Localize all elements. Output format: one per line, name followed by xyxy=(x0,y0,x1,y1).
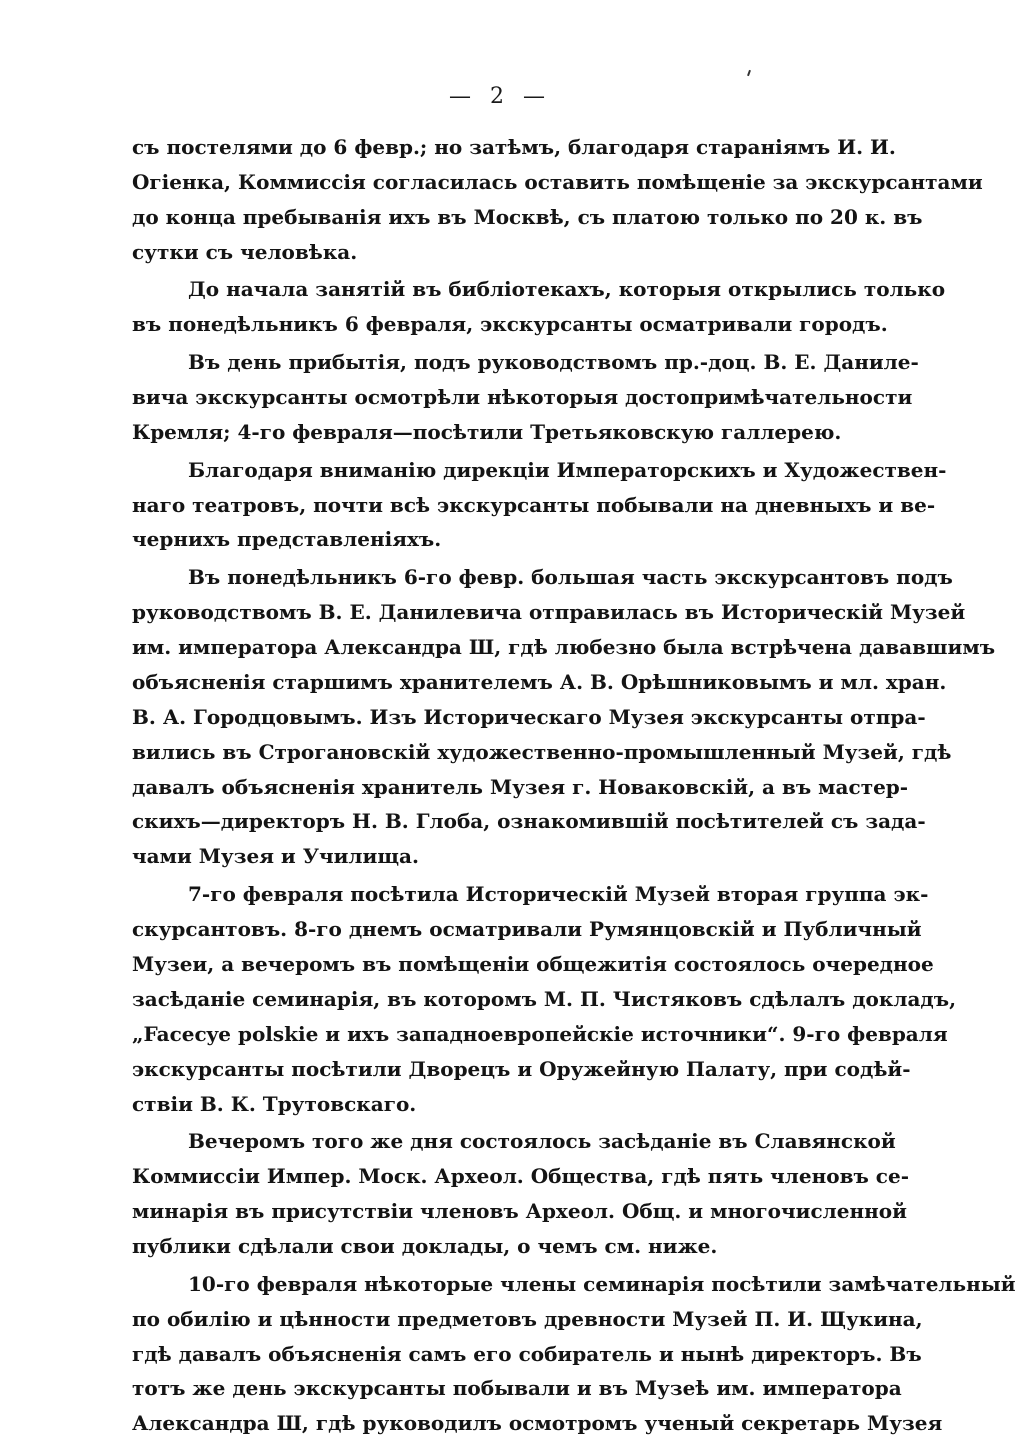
paragraph xyxy=(132,345,919,450)
text-line: В. А. Городцовымъ. Изъ Историческаго Музея экскурсанты отпра- xyxy=(132,704,926,729)
text-line: публики сдѣлали свои доклады, о чемъ см. ниже. xyxy=(132,1233,718,1258)
paragraph xyxy=(132,1124,910,1264)
text-line: Коммиссіи Импер. Моск. Археол. Общества, гдѣ пять членовъ се- xyxy=(132,1164,910,1189)
text-line: наго театровъ, почти всѣ экскурсанты побывали на дневныхъ и ве- xyxy=(132,492,936,517)
text-line: экскурсанты посѣтили Дворецъ и Оружейную Палату, при содѣй- xyxy=(132,1056,911,1081)
text-line: давалъ объясненія хранитель Музея г. Новаковскій, а въ мастер- xyxy=(132,774,909,799)
text-line: Въ понедѣльникъ 6-го февр. большая часть экскурсантовъ подъ xyxy=(188,565,953,590)
text-line: вились въ Строгановскій художественно-промышленный Музей, гдѣ xyxy=(132,739,952,764)
text-line: Благодаря вниманію дирекціи Императорскихъ и Художествен- xyxy=(188,457,947,482)
text-line: 10-го февраля нѣкоторые члены семинарія посѣтили замѣчательный xyxy=(188,1271,1016,1296)
text-line: скихъ—директоръ Н. В. Глоба, ознакомившій посѣтителей съ зада- xyxy=(132,809,926,834)
text-line: сутки съ человѣка. xyxy=(132,239,358,264)
text-line: 7-го февраля посѣтила Историческій Музей вторая группа эк- xyxy=(188,882,929,907)
body-text xyxy=(132,130,1016,1441)
text-line: по обилію и цѣнности предметовъ древности Музей П. И. Щукина, xyxy=(132,1306,923,1331)
text-line: Кремля; 4-го февраля—посѣтили Третьяковскую галлерею. xyxy=(132,419,842,444)
text-line: скурсантовъ. 8-го днемъ осматривали Румянцовскій и Публичный xyxy=(132,917,922,942)
text-line: им. императора Александра Ш, гдѣ любезно была встрѣчена дававшимъ xyxy=(132,635,996,660)
paragraph xyxy=(132,1267,1016,1441)
page-number: — 2 — xyxy=(449,84,551,109)
text-line: „Facecye polskie и ихъ западноевропейскіе источники“. 9-го февраля xyxy=(132,1021,948,1046)
text-line: Музеи, а вечеромъ въ помѣщеніи общежитія состоялось очередное xyxy=(132,951,934,976)
print-mark xyxy=(747,70,751,76)
text-line: чернихъ представленіяхъ. xyxy=(132,527,442,552)
text-line: минарія въ присутствіи членовъ Археол. Общ. и многочисленной xyxy=(132,1199,907,1224)
text-line: Въ день прибытія, подъ руководствомъ пр.-доц. В. Е. Даниле- xyxy=(188,350,919,375)
text-line: до конца пребыванія ихъ въ Москвѣ, съ платою только по 20 к. въ xyxy=(132,204,923,229)
text-line: засѣданіе семинарія, въ которомъ М. П. Чистяковъ сдѣлалъ докладъ, xyxy=(132,986,957,1011)
paragraph xyxy=(132,560,996,874)
text-line: вича экскурсанты осмотрѣли нѣкоторыя достопримѣчательности xyxy=(132,385,913,410)
text-line: Огіенка, Коммиссія согласилась оставить помѣщеніе за экскурсантами xyxy=(132,169,983,194)
text-line: чами Музея и Училища. xyxy=(132,844,419,869)
text-line: тотъ же день экскурсанты побывали и въ Музеѣ им. императора xyxy=(132,1376,902,1401)
text-line: съ постелями до 6 февр.; но затѣмъ, благодаря стараніямъ И. И. xyxy=(132,135,896,159)
text-line: гдѣ давалъ объясненія самъ его собиратель и нынѣ директоръ. Въ xyxy=(132,1341,922,1366)
paragraph xyxy=(132,877,957,1121)
paragraph xyxy=(132,272,946,342)
text-line: руководствомъ В. Е. Данилевича отправилась въ Историческій Музей xyxy=(132,600,966,625)
text-line: Вечеромъ того же дня состоялось засѣданіе въ Славянской xyxy=(188,1129,896,1154)
text-line: въ понедѣльникъ 6 февраля, экскурсанты осматривали городъ. xyxy=(132,312,888,337)
text-line: Александра Ш, гдѣ руководилъ осмотромъ ученый секретарь Музея xyxy=(132,1411,943,1436)
text-line: объясненія старшимъ хранителемъ А. В. Орѣшниковымъ и мл. хран. xyxy=(132,669,947,694)
text-line: ствіи В. К. Трутовскаго. xyxy=(132,1091,417,1116)
paragraph xyxy=(132,453,947,558)
text-line: До начала занятій въ библіотекахъ, которыя открылись только xyxy=(188,277,946,302)
paragraph xyxy=(132,130,983,270)
